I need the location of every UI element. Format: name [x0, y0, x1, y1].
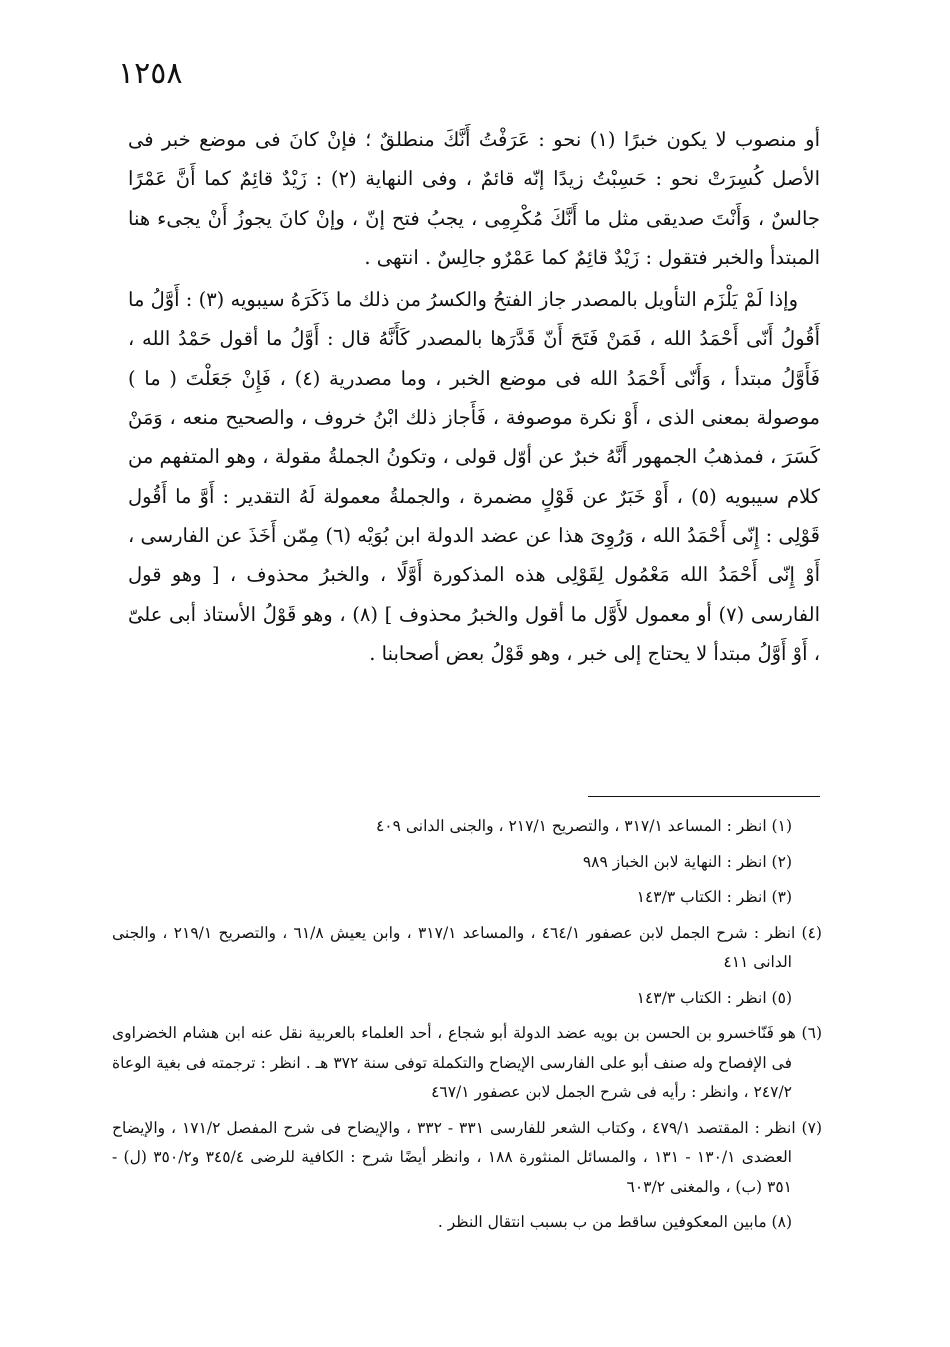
footnote-7: (٧) انظر : المقتصد ٤٧٩/١ ، وكتاب الشعر للفارسى ٣٣١ - ٣٣٢ ، والإيضاح فى شرح المفصل ١٧١/٢ ، والإيضاح العضدى ١٣٠/١ - ١٣١ ، والمسائل المنثورة ١٨٨ ، وانظر أيضًا شرح : الكافية للرضى ٣٤٥/٤ و٣٥٠/٢ (ل) - ٣٥١ (ب) ، والمغنى ٦٠٣/٢ [112, 1118, 822, 1196]
footnote-6: (٦) هو فَنّاخسرو بن الحسن بن بويه عضد الدولة أبو شجاع ، أحد العلماء بالعربية نقل عنه ابن هشام الخضراوى فى الإفصاح وله صنف أبو على الفارسى الإيضاح والتكملة توفى سنة ٣٧٢ هـ . انظر : ترجمته فى بغية الوعاة ٢٤٧/٢ ، وانظر : رأيه فى شرح الجمل لابن عصفور ٤٦٧/١ [112, 1024, 822, 1101]
footnote-8: (٨) مابين المعكوفين ساقط من ب بسبب انتقال النظر . [437, 1213, 792, 1231]
footnote-4: (٤) انظر : شرح الجمل لابن عصفور ٤٦٤/١ ، والمساعد ٣١٧/١ ، وابن يعيش ٦١/٨ ، والتصريح ٢١٩/١ ، والجنى الدانى ٤١١ [112, 923, 822, 971]
paragraph-2: وإذا لَمْ يَلْزَم التأويل بالمصدر جاز الفتحُ والكسرُ من ذلك ما ذَكَرَهُ سيبويه (٣) : أَوَّلُ ما أَقُولُ أَنّى أَحْمَدُ الله ، فَمَنْ فَتَحَ أَنّ قَدَّرَها بالمصدر كَأَنَّهُ قال : أَوَّلُ ما أقول حَمْدُ الله ، فَأَوَّلُ مبتدأ ، وَأَنّى أَحْمَدُ الله فى موضع الخبر ، وما مصدرية (٤) ، فَإِنْ جَعَلْتَ ( ما ) موصولة بمعنى الذى ، أَوْ نكرة موصوفة ، فَأَجاز ذلك ابْنُ خروف ، والصحيح منعه ، وَمَنْ كَسَرَ ، فمذهبُ الجمهور أَنَّهُ خبرٌ عن أوّل قولى ، وتكونُ الجملةُ مقولة ، وهو المتفهم من كلام سيبويه (٥) ، أَوْ خَبَرٌ عن قَوْلٍ مضمرة ، والجملةُ معمولة لَهُ التقدير : أَوَّ ما أَقُول قَوْلِى : إِنّى أَحْمَدُ الله ، وَرُوِىَ هذا عن عضد الدولة ابن بُوَيْه (٦) مِمّن أَخَذَ عن الفارسى ، أَوْ إِنّى أَحْمَدُ الله مَعْمُول لِقَوْلِى هذه المذكورة أَوَّلًا ، والخبرُ محذوف ، [ وهو قول الفارسى (٧) أو معمول لأَوَّل ما أقول والخبرُ محذوف ] (٨) ، وهو قَوْلُ الأستاذ أبى علىّ ، أَوْ أَوَّلُ مبتدأ لا يحتاج إلى خبر ، وهو قَوْلُ بعض أصحابنا . [128, 288, 821, 665]
page-number: ١٢٥٨ [118, 56, 183, 91]
main-text [128, 120, 820, 673]
footnote-1: (١) انظر : المساعد ٣١٧/١ ، والتصريح ٢١٧/١ ، والجنى الدانى ٤٠٩ [375, 817, 792, 835]
footnote-2: (٢) انظر : النهاية لابن الخباز ٩٨٩ [582, 852, 792, 871]
footnote-separator [588, 796, 820, 797]
footnote-3: (٣) انظر : الكتاب ١٤٣/٣ [636, 888, 792, 906]
footnotes [112, 812, 822, 1244]
footnote-5: (٥) انظر : الكتاب ١٤٣/٣ [636, 988, 792, 1007]
paragraph-1: أو منصوب لا يكون خبرًا (١) نحو : عَرَفْتُ أَنَّكَ منطلقٌ ؛ فإنْ كانَ فى موضع خبر فى الأصل كُسِرَتْ نحو : حَسِبْتُ زيدًا إنّه قائمٌ ، وفى النهاية (٢) : زَيْدٌ قائِمٌ كما أَنَّ عَمْرًا جالسٌ ، وَأَنْتَ صديقى مثل ما أَنَّكَ مُكْرِمِى ، يجبُ فتح إنّ ، وإنْ كانَ يجوزُ أَنْ يجىء هنا المبتدأ والخبر فتقول : زَيْدٌ قائِمٌ كما عَمْرٌو جالِسٌ . انتهى . [128, 128, 820, 269]
